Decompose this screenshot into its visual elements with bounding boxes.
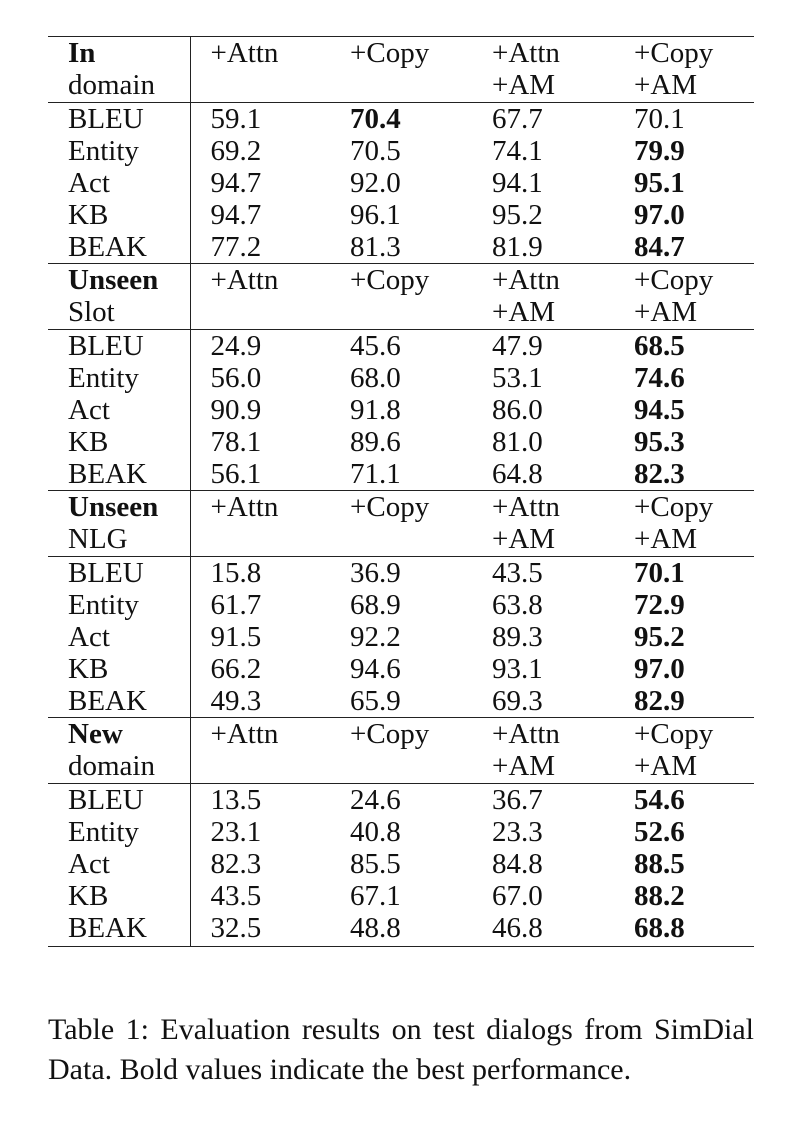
table-row <box>48 458 754 491</box>
table-cell: 82.3 <box>634 458 685 490</box>
column-header: +AM <box>492 296 556 328</box>
table-cell: 96.1 <box>350 199 401 231</box>
section-title: domain <box>48 750 190 784</box>
column-header: +AM <box>492 750 556 782</box>
table-cell: 69.3 <box>492 685 543 717</box>
table-row <box>48 231 754 264</box>
column-header: +Copy <box>614 264 754 297</box>
table-cell: 65.9 <box>350 685 401 717</box>
table-cell: 89.3 <box>492 621 543 653</box>
table-cell: 95.3 <box>634 426 685 458</box>
column-header: +Attn <box>190 264 330 297</box>
table-cell: 24.9 <box>190 330 330 363</box>
table-cell: 53.1 <box>492 362 543 394</box>
table-row <box>48 848 754 880</box>
table-cell: 93.1 <box>492 653 543 685</box>
metric-label: Act <box>48 848 190 880</box>
section-header-row <box>48 750 754 784</box>
table-cell: 97.0 <box>634 653 685 685</box>
column-header: +AM <box>492 69 556 101</box>
table-cell: 61.7 <box>210 589 262 621</box>
table-cell: 68.5 <box>614 330 754 363</box>
table-cell: 46.8 <box>472 912 614 947</box>
column-header: +Attn <box>472 491 614 524</box>
column-header: +Copy <box>330 491 472 524</box>
table-cell: 67.7 <box>472 103 614 136</box>
table-cell: 52.6 <box>634 816 685 848</box>
table-cell: 94.6 <box>350 653 401 685</box>
table-cell: 92.2 <box>350 621 401 653</box>
section-title: Slot <box>48 296 190 330</box>
column-header: +AM <box>634 750 698 782</box>
metric-label: Entity <box>48 589 190 621</box>
table-cell: 74.1 <box>492 135 543 167</box>
table-cell: 68.9 <box>350 589 401 621</box>
table-cell: 81.9 <box>492 231 543 263</box>
metric-label: Act <box>48 394 190 426</box>
section-title: NLG <box>48 523 190 557</box>
table-cell: 45.6 <box>330 330 472 363</box>
metric-label: KB <box>48 199 190 231</box>
table-cell: 95.1 <box>634 167 685 199</box>
table-cell: 91.5 <box>210 621 262 653</box>
column-header <box>190 523 330 557</box>
table-cell: 94.1 <box>492 167 543 199</box>
section-header-row <box>48 523 754 557</box>
column-header: +Attn <box>190 491 330 524</box>
table-cell: 43.5 <box>210 880 262 912</box>
column-header: +Copy <box>614 37 754 70</box>
results-table-container <box>48 36 754 947</box>
table-cell: 15.8 <box>190 557 330 590</box>
table-cell: 90.9 <box>210 394 262 426</box>
table-cell: 81.3 <box>350 231 401 263</box>
table-cell: 85.5 <box>350 848 401 880</box>
table-cell: 56.0 <box>210 362 262 394</box>
table-cell: 94.7 <box>210 167 262 199</box>
table-row <box>48 362 754 394</box>
table-cell: 23.3 <box>492 816 543 848</box>
table-cell: 74.6 <box>634 362 685 394</box>
metric-label: BEAK <box>48 685 190 718</box>
table-cell: 68.8 <box>614 912 754 947</box>
table-cell: 43.5 <box>472 557 614 590</box>
table-row <box>48 685 754 718</box>
table-cell: 82.9 <box>634 685 685 717</box>
section-title: New <box>48 718 190 751</box>
section-title: domain <box>48 69 190 103</box>
metric-label: BEAK <box>48 912 190 947</box>
table-cell: 94.7 <box>210 199 262 231</box>
metric-label: BLEU <box>48 557 190 590</box>
table-cell: 13.5 <box>190 784 330 817</box>
table-cell: 70.1 <box>614 557 754 590</box>
table-row <box>48 394 754 426</box>
table-row <box>48 912 754 947</box>
table-cell: 67.1 <box>350 880 401 912</box>
column-header: +Copy <box>614 491 754 524</box>
table-cell: 92.0 <box>350 167 401 199</box>
metric-label: BEAK <box>48 458 190 491</box>
metric-label: BLEU <box>48 103 190 136</box>
table-cell: 72.9 <box>634 589 685 621</box>
table-cell: 36.7 <box>472 784 614 817</box>
section-header-row <box>48 718 754 751</box>
table-row <box>48 653 754 685</box>
column-header <box>190 69 330 103</box>
table-row <box>48 330 754 363</box>
table-cell: 24.6 <box>330 784 472 817</box>
table-cell: 70.5 <box>350 135 401 167</box>
table-cell: 67.0 <box>492 880 543 912</box>
column-header: +Copy <box>330 264 472 297</box>
table-cell: 36.9 <box>330 557 472 590</box>
metric-label: BEAK <box>48 231 190 264</box>
column-header: +AM <box>634 69 698 101</box>
table-cell: 64.8 <box>492 458 543 490</box>
table-cell: 63.8 <box>492 589 543 621</box>
table-row <box>48 135 754 167</box>
table-cell: 88.2 <box>634 880 685 912</box>
table-cell: 48.8 <box>330 912 472 947</box>
column-header <box>330 523 472 557</box>
results-table <box>48 36 754 947</box>
metric-label: Act <box>48 621 190 653</box>
results-table-body <box>48 37 754 947</box>
table-caption: Table 1: Evaluation results on test dialogs from SimDial Data. Bold values indicate the best performance. <box>48 1013 754 1086</box>
column-header <box>330 296 472 330</box>
column-header: +Attn <box>190 37 330 70</box>
table-cell: 71.1 <box>350 458 401 490</box>
table-cell: 82.3 <box>210 848 262 880</box>
table-cell: 70.1 <box>614 103 754 136</box>
column-header: +Attn <box>472 264 614 297</box>
metric-label: Act <box>48 167 190 199</box>
column-header: +Attn <box>472 718 614 751</box>
table-cell: 66.2 <box>210 653 262 685</box>
section-title: In <box>48 37 190 70</box>
section-title: Unseen <box>48 491 190 524</box>
table-row <box>48 621 754 653</box>
table-row <box>48 103 754 136</box>
column-header: +AM <box>634 523 698 555</box>
metric-label: KB <box>48 653 190 685</box>
table-cell: 47.9 <box>472 330 614 363</box>
section-header-row <box>48 264 754 297</box>
table-cell: 79.9 <box>634 135 685 167</box>
column-header: +Attn <box>472 37 614 70</box>
table-cell: 86.0 <box>492 394 543 426</box>
table-cell: 95.2 <box>492 199 543 231</box>
table-row <box>48 426 754 458</box>
table-cell: 77.2 <box>210 231 262 263</box>
column-header: +Copy <box>614 718 754 751</box>
table-row <box>48 199 754 231</box>
table-cell: 81.0 <box>492 426 543 458</box>
column-header: +Copy <box>330 718 472 751</box>
table-cell: 56.1 <box>210 458 262 490</box>
table-cell: 70.4 <box>330 103 472 136</box>
table-cell: 32.5 <box>190 912 330 947</box>
table-cell: 95.2 <box>634 621 685 653</box>
metric-label: KB <box>48 880 190 912</box>
metric-label: BLEU <box>48 784 190 817</box>
column-header <box>190 296 330 330</box>
section-header-row <box>48 37 754 70</box>
column-header <box>190 750 330 784</box>
metric-label: Entity <box>48 135 190 167</box>
column-header: +AM <box>634 296 698 328</box>
section-header-row <box>48 296 754 330</box>
table-cell: 84.8 <box>492 848 543 880</box>
metric-label: Entity <box>48 362 190 394</box>
table-cell: 88.5 <box>634 848 685 880</box>
table-cell: 84.7 <box>634 231 685 263</box>
section-header-row <box>48 69 754 103</box>
column-header: +Attn <box>190 718 330 751</box>
section-title: Unseen <box>48 264 190 297</box>
metric-label: Entity <box>48 816 190 848</box>
table-cell: 94.5 <box>634 394 685 426</box>
table-cell: 97.0 <box>634 199 685 231</box>
table-row <box>48 167 754 199</box>
table-cell: 78.1 <box>210 426 262 458</box>
table-cell: 49.3 <box>210 685 262 717</box>
metric-label: KB <box>48 426 190 458</box>
column-header: +Copy <box>330 37 472 70</box>
table-cell: 40.8 <box>350 816 401 848</box>
table-row <box>48 784 754 817</box>
table-cell: 89.6 <box>350 426 401 458</box>
section-header-row <box>48 491 754 524</box>
table-row <box>48 589 754 621</box>
table-cell: 68.0 <box>350 362 401 394</box>
table-cell: 54.6 <box>614 784 754 817</box>
table-row <box>48 557 754 590</box>
metric-label: BLEU <box>48 330 190 363</box>
table-cell: 69.2 <box>210 135 262 167</box>
table-row <box>48 816 754 848</box>
column-header <box>330 750 472 784</box>
column-header <box>330 69 472 103</box>
table-row <box>48 880 754 912</box>
table-cell: 59.1 <box>190 103 330 136</box>
table-cell: 23.1 <box>210 816 262 848</box>
table-cell: 91.8 <box>350 394 401 426</box>
column-header: +AM <box>492 523 556 555</box>
